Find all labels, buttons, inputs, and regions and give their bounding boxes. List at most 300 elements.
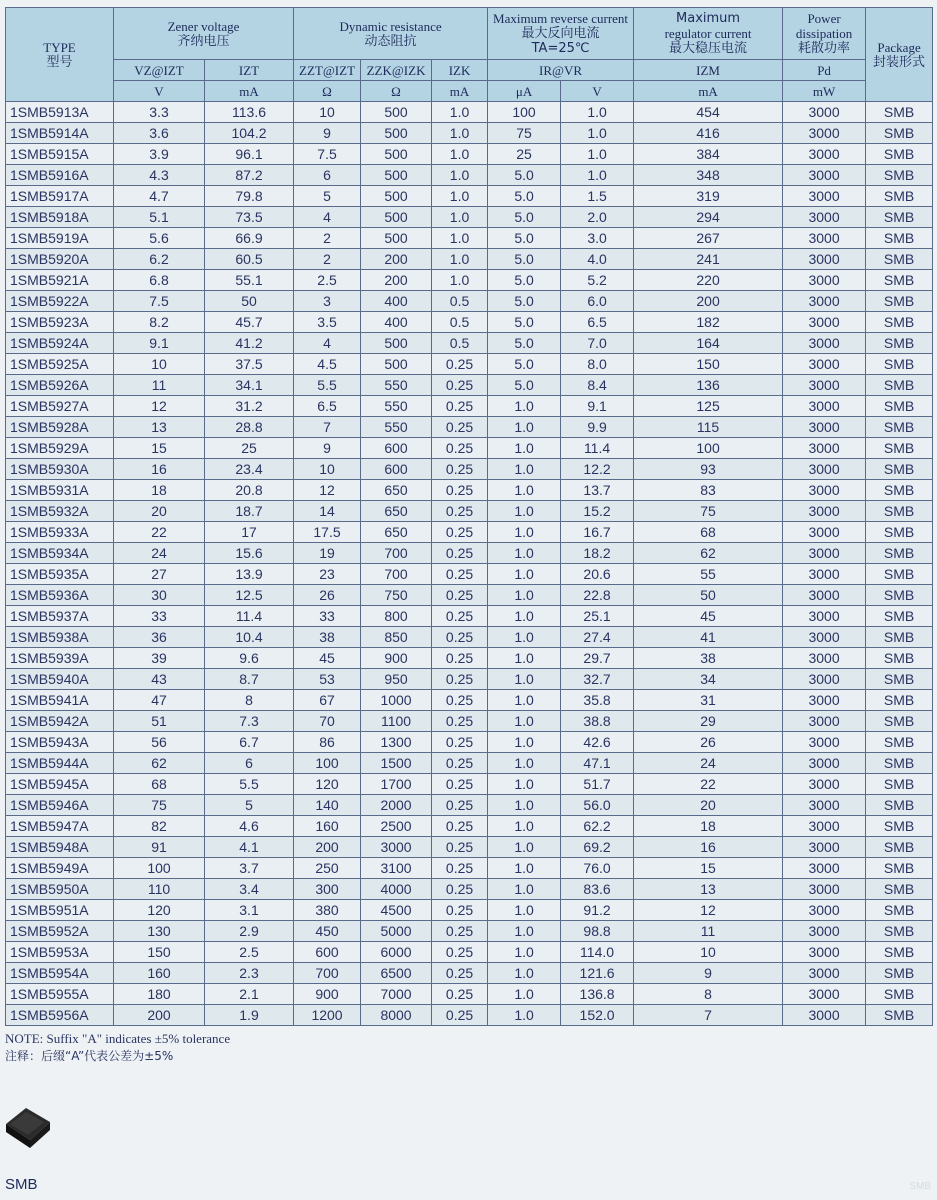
cell-value: 3000 bbox=[783, 879, 866, 900]
cell-value: 0.25 bbox=[432, 648, 488, 669]
cell-value: 7 bbox=[634, 1005, 783, 1026]
cell-value: 20.8 bbox=[205, 480, 294, 501]
cell-value: SMB bbox=[866, 501, 933, 522]
cell-value: 15 bbox=[114, 438, 205, 459]
cell-value: 3000 bbox=[783, 207, 866, 228]
cell-value: 7.3 bbox=[205, 711, 294, 732]
table-row bbox=[6, 291, 933, 312]
cell-value: 26 bbox=[634, 732, 783, 753]
cell-value: 500 bbox=[361, 354, 432, 375]
cell-value: SMB bbox=[866, 690, 933, 711]
cell-value: 500 bbox=[361, 144, 432, 165]
cell-value: 13 bbox=[634, 879, 783, 900]
cell-value: 1.0 bbox=[488, 564, 561, 585]
cell-value: 3100 bbox=[361, 858, 432, 879]
cell-value: 4000 bbox=[361, 879, 432, 900]
unit-vz: V bbox=[114, 81, 205, 102]
cell-value: 38 bbox=[634, 648, 783, 669]
cell-value: 0.25 bbox=[432, 900, 488, 921]
cell-value: 500 bbox=[361, 186, 432, 207]
cell-value: 200 bbox=[361, 270, 432, 291]
cell-value: 700 bbox=[361, 543, 432, 564]
cell-value: 32.7 bbox=[561, 669, 634, 690]
cell-value: 250 bbox=[294, 858, 361, 879]
cell-value: 47.1 bbox=[561, 753, 634, 774]
cell-value: SMB bbox=[866, 858, 933, 879]
cell-value: 100 bbox=[294, 753, 361, 774]
subheader-izk: IZK bbox=[432, 60, 488, 81]
cell-value: 4500 bbox=[361, 900, 432, 921]
cell-value: 24 bbox=[634, 753, 783, 774]
cell-value: 1.0 bbox=[488, 774, 561, 795]
cell-value: 9.6 bbox=[205, 648, 294, 669]
cell-value: 38.8 bbox=[561, 711, 634, 732]
zener-spec-table bbox=[5, 7, 933, 1026]
cell-value: 5.5 bbox=[294, 375, 361, 396]
cell-value: 1700 bbox=[361, 774, 432, 795]
cell-value: 3000 bbox=[783, 438, 866, 459]
cell-value: 300 bbox=[294, 879, 361, 900]
table-row bbox=[6, 522, 933, 543]
cell-value: 25 bbox=[488, 144, 561, 165]
cell-type: 1SMB5948A bbox=[6, 837, 114, 858]
cell-value: 2.1 bbox=[205, 984, 294, 1005]
cell-value: 4.1 bbox=[205, 837, 294, 858]
cell-value: 23 bbox=[294, 564, 361, 585]
cell-value: 600 bbox=[361, 438, 432, 459]
table-row bbox=[6, 123, 933, 144]
cell-value: 1.0 bbox=[488, 858, 561, 879]
col-reverse-current-header: Maximum reverse current 最大反向电流 TA=25℃ bbox=[488, 8, 634, 60]
cell-value: 1.0 bbox=[561, 123, 634, 144]
col-package-header: Package 封装形式 bbox=[866, 8, 933, 102]
cell-value: 75 bbox=[114, 795, 205, 816]
cell-value: 3.4 bbox=[205, 879, 294, 900]
cell-value: 700 bbox=[361, 564, 432, 585]
cell-value: 1.0 bbox=[488, 942, 561, 963]
cell-type: 1SMB5929A bbox=[6, 438, 114, 459]
cell-value: 3000 bbox=[783, 522, 866, 543]
cell-value: 0.25 bbox=[432, 732, 488, 753]
cell-value: 0.25 bbox=[432, 354, 488, 375]
cell-type: 1SMB5952A bbox=[6, 921, 114, 942]
cell-value: SMB bbox=[866, 753, 933, 774]
cell-value: 130 bbox=[114, 921, 205, 942]
cell-value: 62 bbox=[634, 543, 783, 564]
table-row bbox=[6, 690, 933, 711]
subheader-izm: IZM bbox=[634, 60, 783, 81]
subheader-vz: VZ@IZT bbox=[114, 60, 205, 81]
cell-value: 42.6 bbox=[561, 732, 634, 753]
cell-value: 650 bbox=[361, 501, 432, 522]
cell-value: SMB bbox=[866, 333, 933, 354]
cell-value: 16 bbox=[634, 837, 783, 858]
cell-value: 0.25 bbox=[432, 375, 488, 396]
cell-value: 22.8 bbox=[561, 585, 634, 606]
cell-value: 1.0 bbox=[488, 879, 561, 900]
cell-value: 6.2 bbox=[114, 249, 205, 270]
cell-value: 36 bbox=[114, 627, 205, 648]
cell-value: 220 bbox=[634, 270, 783, 291]
cell-value: 0.25 bbox=[432, 417, 488, 438]
cell-value: 66.9 bbox=[205, 228, 294, 249]
cell-value: 5.0 bbox=[488, 291, 561, 312]
cell-value: 0.25 bbox=[432, 795, 488, 816]
table-row bbox=[6, 249, 933, 270]
cell-value: 0.25 bbox=[432, 942, 488, 963]
cell-value: 5000 bbox=[361, 921, 432, 942]
cell-value: 3000 bbox=[783, 942, 866, 963]
cell-value: 600 bbox=[294, 942, 361, 963]
cell-value: SMB bbox=[866, 102, 933, 123]
col-type-header: TYPE 型号 bbox=[6, 8, 114, 102]
cell-value: 6 bbox=[294, 165, 361, 186]
cell-value: 38 bbox=[294, 627, 361, 648]
cell-value: 200 bbox=[361, 249, 432, 270]
cell-value: 16 bbox=[114, 459, 205, 480]
cell-value: 160 bbox=[294, 816, 361, 837]
cell-value: 3000 bbox=[783, 501, 866, 522]
cell-value: 3000 bbox=[783, 837, 866, 858]
cell-type: 1SMB5920A bbox=[6, 249, 114, 270]
note-english: NOTE: Suffix "A" indicates ±5% tolerance bbox=[5, 1031, 231, 1046]
cell-type: 1SMB5954A bbox=[6, 963, 114, 984]
cell-value: 10 bbox=[294, 102, 361, 123]
cell-value: 3000 bbox=[783, 984, 866, 1005]
cell-value: SMB bbox=[866, 795, 933, 816]
cell-type: 1SMB5923A bbox=[6, 312, 114, 333]
cell-value: 3000 bbox=[783, 480, 866, 501]
table-row bbox=[6, 963, 933, 984]
cell-value: 3000 bbox=[783, 375, 866, 396]
unit-vr: V bbox=[561, 81, 634, 102]
cell-value: 24 bbox=[114, 543, 205, 564]
cell-type: 1SMB5950A bbox=[6, 879, 114, 900]
corner-watermark: SMB bbox=[909, 1181, 931, 1192]
cell-value: 14 bbox=[294, 501, 361, 522]
cell-value: 73.5 bbox=[205, 207, 294, 228]
cell-value: 1.0 bbox=[432, 249, 488, 270]
table-row bbox=[6, 354, 933, 375]
cell-value: 25.1 bbox=[561, 606, 634, 627]
cell-value: 3000 bbox=[783, 186, 866, 207]
cell-value: 10 bbox=[634, 942, 783, 963]
cell-value: SMB bbox=[866, 963, 933, 984]
cell-value: 1.0 bbox=[488, 522, 561, 543]
table-body bbox=[6, 102, 933, 1026]
cell-value: 7.0 bbox=[561, 333, 634, 354]
cell-value: 3000 bbox=[783, 228, 866, 249]
col-regulator-current-header: Maximum regulator current 最大稳压电流 bbox=[634, 8, 783, 60]
cell-value: 3000 bbox=[783, 144, 866, 165]
cell-value: 31.2 bbox=[205, 396, 294, 417]
cell-value: 3000 bbox=[783, 396, 866, 417]
cell-value: 3000 bbox=[783, 564, 866, 585]
cell-value: 1.0 bbox=[488, 984, 561, 1005]
table-row bbox=[6, 417, 933, 438]
cell-value: 8.7 bbox=[205, 669, 294, 690]
cell-value: 41.2 bbox=[205, 333, 294, 354]
cell-value: 12.2 bbox=[561, 459, 634, 480]
unit-zzt: Ω bbox=[294, 81, 361, 102]
unit-izk: mA bbox=[432, 81, 488, 102]
col-power-dissipation-header: Power dissipation 耗散功率 bbox=[783, 8, 866, 60]
cell-value: 500 bbox=[361, 123, 432, 144]
cell-value: 113.6 bbox=[205, 102, 294, 123]
cell-value: 3000 bbox=[783, 774, 866, 795]
cell-value: 450 bbox=[294, 921, 361, 942]
cell-value: 5.0 bbox=[488, 249, 561, 270]
cell-value: 20.6 bbox=[561, 564, 634, 585]
cell-value: 27.4 bbox=[561, 627, 634, 648]
cell-value: SMB bbox=[866, 921, 933, 942]
cell-value: 150 bbox=[114, 942, 205, 963]
cell-type: 1SMB5915A bbox=[6, 144, 114, 165]
cell-value: 0.25 bbox=[432, 480, 488, 501]
cell-value: 0.25 bbox=[432, 627, 488, 648]
cell-value: 7 bbox=[294, 417, 361, 438]
cell-value: 35.8 bbox=[561, 690, 634, 711]
cell-value: 3000 bbox=[783, 606, 866, 627]
cell-value: 0.25 bbox=[432, 438, 488, 459]
cell-value: 68 bbox=[634, 522, 783, 543]
cell-value: SMB bbox=[866, 417, 933, 438]
cell-type: 1SMB5928A bbox=[6, 417, 114, 438]
cell-value: 1.0 bbox=[432, 165, 488, 186]
cell-value: 4.3 bbox=[114, 165, 205, 186]
cell-value: 3000 bbox=[783, 102, 866, 123]
cell-value: 3000 bbox=[783, 123, 866, 144]
cell-value: 1.0 bbox=[488, 690, 561, 711]
cell-value: 1.0 bbox=[488, 627, 561, 648]
cell-value: 62.2 bbox=[561, 816, 634, 837]
cell-value: 3000 bbox=[783, 291, 866, 312]
cell-value: 69.2 bbox=[561, 837, 634, 858]
cell-value: 79.8 bbox=[205, 186, 294, 207]
cell-value: 100 bbox=[634, 438, 783, 459]
unit-izt: mA bbox=[205, 81, 294, 102]
cell-value: SMB bbox=[866, 438, 933, 459]
cell-value: SMB bbox=[866, 228, 933, 249]
cell-value: 319 bbox=[634, 186, 783, 207]
cell-value: 3000 bbox=[783, 816, 866, 837]
cell-value: 121.6 bbox=[561, 963, 634, 984]
cell-value: 34.1 bbox=[205, 375, 294, 396]
cell-value: 29.7 bbox=[561, 648, 634, 669]
cell-value: 5.0 bbox=[488, 354, 561, 375]
cell-type: 1SMB5919A bbox=[6, 228, 114, 249]
cell-value: 650 bbox=[361, 522, 432, 543]
table-row bbox=[6, 1005, 933, 1026]
cell-value: 17 bbox=[205, 522, 294, 543]
cell-value: 5.1 bbox=[114, 207, 205, 228]
cell-type: 1SMB5914A bbox=[6, 123, 114, 144]
cell-value: SMB bbox=[866, 606, 933, 627]
table-row bbox=[6, 879, 933, 900]
cell-value: SMB bbox=[866, 543, 933, 564]
cell-value: 4.6 bbox=[205, 816, 294, 837]
cell-value: 5.6 bbox=[114, 228, 205, 249]
cell-value: 114.0 bbox=[561, 942, 634, 963]
cell-value: 5.2 bbox=[561, 270, 634, 291]
cell-value: 1.0 bbox=[488, 396, 561, 417]
cell-value: 500 bbox=[361, 165, 432, 186]
subheader-zzt: ZZT@IZT bbox=[294, 60, 361, 81]
cell-value: 0.25 bbox=[432, 669, 488, 690]
cell-value: 2.5 bbox=[294, 270, 361, 291]
cell-value: 18.7 bbox=[205, 501, 294, 522]
cell-value: SMB bbox=[866, 984, 933, 1005]
cell-value: 1.0 bbox=[488, 669, 561, 690]
table-row bbox=[6, 186, 933, 207]
table-row bbox=[6, 921, 933, 942]
table-row bbox=[6, 669, 933, 690]
cell-type: 1SMB5921A bbox=[6, 270, 114, 291]
cell-value: 70 bbox=[294, 711, 361, 732]
table-row bbox=[6, 774, 933, 795]
table-row bbox=[6, 543, 933, 564]
cell-value: 51 bbox=[114, 711, 205, 732]
cell-value: 1.0 bbox=[488, 1005, 561, 1026]
cell-value: 55 bbox=[634, 564, 783, 585]
table-row bbox=[6, 375, 933, 396]
cell-value: SMB bbox=[866, 459, 933, 480]
cell-value: 1.0 bbox=[488, 438, 561, 459]
cell-value: 1.0 bbox=[488, 711, 561, 732]
cell-value: 3000 bbox=[783, 270, 866, 291]
cell-value: 550 bbox=[361, 417, 432, 438]
cell-value: 800 bbox=[361, 606, 432, 627]
cell-value: 76.0 bbox=[561, 858, 634, 879]
table-row bbox=[6, 585, 933, 606]
cell-value: 3000 bbox=[783, 417, 866, 438]
cell-value: 82 bbox=[114, 816, 205, 837]
cell-value: 1.0 bbox=[488, 648, 561, 669]
cell-value: 96.1 bbox=[205, 144, 294, 165]
cell-type: 1SMB5956A bbox=[6, 1005, 114, 1026]
cell-value: 51.7 bbox=[561, 774, 634, 795]
cell-value: SMB bbox=[866, 732, 933, 753]
cell-value: 0.25 bbox=[432, 921, 488, 942]
cell-value: 3000 bbox=[783, 900, 866, 921]
cell-value: 13.7 bbox=[561, 480, 634, 501]
cell-value: 0.5 bbox=[432, 291, 488, 312]
cell-value: 45.7 bbox=[205, 312, 294, 333]
cell-value: SMB bbox=[866, 774, 933, 795]
cell-value: 1.0 bbox=[488, 795, 561, 816]
cell-value: 11.4 bbox=[561, 438, 634, 459]
cell-value: 1.0 bbox=[488, 480, 561, 501]
cell-value: 180 bbox=[114, 984, 205, 1005]
cell-value: 900 bbox=[294, 984, 361, 1005]
cell-type: 1SMB5933A bbox=[6, 522, 114, 543]
cell-value: 4.7 bbox=[114, 186, 205, 207]
cell-value: 0.25 bbox=[432, 774, 488, 795]
cell-value: 3000 bbox=[783, 165, 866, 186]
cell-value: 0.25 bbox=[432, 585, 488, 606]
cell-value: 1100 bbox=[361, 711, 432, 732]
cell-value: 3.6 bbox=[114, 123, 205, 144]
cell-value: 5 bbox=[205, 795, 294, 816]
cell-value: 3.1 bbox=[205, 900, 294, 921]
cell-type: 1SMB5951A bbox=[6, 900, 114, 921]
cell-value: 55.1 bbox=[205, 270, 294, 291]
cell-value: 15 bbox=[634, 858, 783, 879]
cell-value: 12 bbox=[114, 396, 205, 417]
cell-value: 1.0 bbox=[488, 816, 561, 837]
cell-value: 4.0 bbox=[561, 249, 634, 270]
cell-value: 47 bbox=[114, 690, 205, 711]
cell-value: 30 bbox=[114, 585, 205, 606]
table-row bbox=[6, 711, 933, 732]
cell-value: 13.9 bbox=[205, 564, 294, 585]
cell-value: 3.3 bbox=[114, 102, 205, 123]
cell-value: 3000 bbox=[783, 312, 866, 333]
cell-value: 550 bbox=[361, 375, 432, 396]
cell-value: 650 bbox=[361, 480, 432, 501]
cell-value: 9 bbox=[294, 438, 361, 459]
cell-value: 83.6 bbox=[561, 879, 634, 900]
cell-value: 0.25 bbox=[432, 501, 488, 522]
cell-value: 2 bbox=[294, 249, 361, 270]
cell-value: 8000 bbox=[361, 1005, 432, 1026]
cell-value: 3.9 bbox=[114, 144, 205, 165]
cell-value: 41 bbox=[634, 627, 783, 648]
cell-value: 1.0 bbox=[488, 543, 561, 564]
cell-type: 1SMB5945A bbox=[6, 774, 114, 795]
cell-value: 454 bbox=[634, 102, 783, 123]
cell-value: SMB bbox=[866, 522, 933, 543]
cell-type: 1SMB5940A bbox=[6, 669, 114, 690]
col-zener-voltage-header: Zener voltage 齐纳电压 bbox=[114, 8, 294, 60]
cell-value: 8.0 bbox=[561, 354, 634, 375]
cell-value: 8 bbox=[205, 690, 294, 711]
cell-value: 27 bbox=[114, 564, 205, 585]
subheader-zzk: ZZK@IZK bbox=[361, 60, 432, 81]
cell-value: 2.3 bbox=[205, 963, 294, 984]
cell-type: 1SMB5936A bbox=[6, 585, 114, 606]
cell-value: SMB bbox=[866, 354, 933, 375]
cell-value: 12.5 bbox=[205, 585, 294, 606]
cell-value: 45 bbox=[294, 648, 361, 669]
table-row bbox=[6, 984, 933, 1005]
cell-value: 11 bbox=[114, 375, 205, 396]
table-row bbox=[6, 564, 933, 585]
cell-value: 2 bbox=[294, 228, 361, 249]
cell-value: 152.0 bbox=[561, 1005, 634, 1026]
cell-value: 6.5 bbox=[561, 312, 634, 333]
cell-value: 140 bbox=[294, 795, 361, 816]
cell-value: 50 bbox=[634, 585, 783, 606]
cell-value: 6.0 bbox=[561, 291, 634, 312]
cell-value: 3000 bbox=[783, 459, 866, 480]
cell-value: SMB bbox=[866, 249, 933, 270]
cell-value: 9.1 bbox=[114, 333, 205, 354]
cell-value: 416 bbox=[634, 123, 783, 144]
subheader-ir: IR@VR bbox=[488, 60, 634, 81]
cell-type: 1SMB5947A bbox=[6, 816, 114, 837]
cell-value: 0.25 bbox=[432, 459, 488, 480]
unit-pd: mW bbox=[783, 81, 866, 102]
cell-value: 45 bbox=[634, 606, 783, 627]
table-row bbox=[6, 732, 933, 753]
cell-value: 5.0 bbox=[488, 165, 561, 186]
cell-value: 5.0 bbox=[488, 228, 561, 249]
cell-value: SMB bbox=[866, 816, 933, 837]
cell-value: 3.5 bbox=[294, 312, 361, 333]
cell-value: 100 bbox=[114, 858, 205, 879]
cell-value: 10.4 bbox=[205, 627, 294, 648]
